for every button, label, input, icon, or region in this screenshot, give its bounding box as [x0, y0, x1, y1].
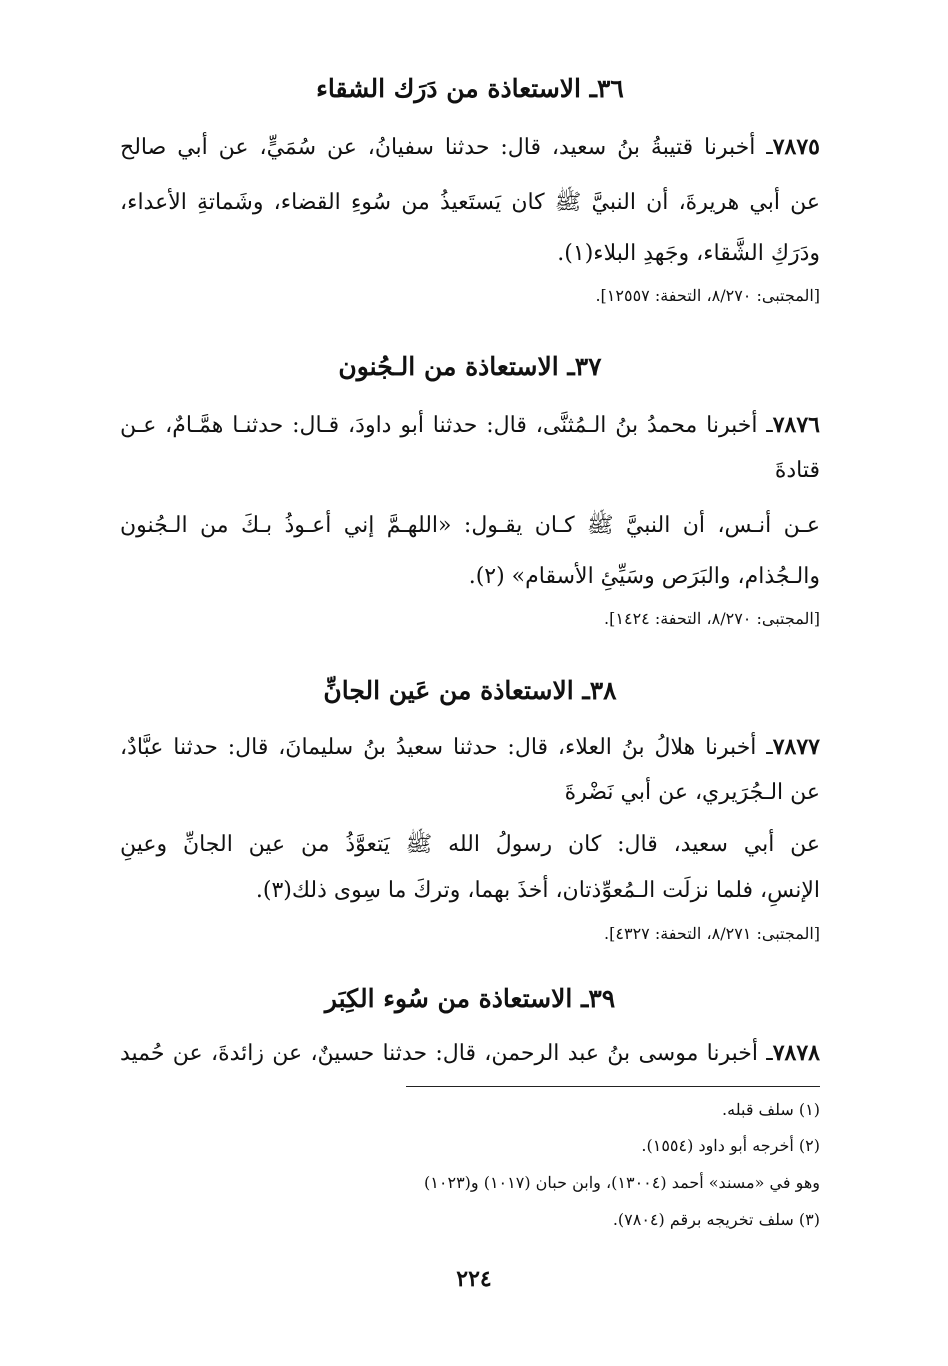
hadith-7875-line-2: عن أبي هريرةَ، أن النبيَّ ﷺ كان يَستَعيذُ من سُوءِ القضاء، وشَماتةِ الأعداء، [120, 190, 820, 215]
hadith-number: ٧٨٧٦ [772, 412, 820, 438]
hadith-number: ٧٨٧٥ [772, 134, 820, 160]
hadith-text: ـ أخبرنا محمدُ بنُ الـمُثنَّى، قال: حدثنا أبو داودَ، قـال: حدثنـا همَّـامٌ، عـن [120, 413, 773, 438]
hadith-text: ـ أخبرنا موسى بنُ عبد الرحمن، قال: حدثنا حسينٌ، عن زائدةَ، عن حُميد [120, 1041, 773, 1066]
hadith-7877-line-3: عن أبي سعيد، قال: كان رسولُ الله ﷺ يَتعوَّذُ من عين الجانِّ وعينِ [120, 832, 820, 857]
hadith-7877-line-2: عن الـجُرَيري، عن أبي نَضْرةَ [564, 780, 820, 805]
section-heading-37: ٣٧ـ الاستعاذة من الـجُنون [338, 352, 602, 381]
section-heading-38: ٣٨ـ الاستعاذة من عَين الجانِّ [323, 676, 617, 705]
hadith-text: ـ أخبرنا قتيبةُ بنُ سعيد، قال: حدثنا سفيانُ، عن سُمَيٍّ، عن أبي صالح [120, 135, 773, 160]
footnote-2: (٢) أخرجه أبو داود (١٥٥٤). [641, 1136, 820, 1155]
source-reference: [المجتبى: ٨/٢٧٠، التحفة: ١٢٥٥٧]. [595, 286, 820, 305]
footnote-divider [406, 1086, 820, 1087]
footnote-1: (١) سلف قبله. [722, 1100, 820, 1119]
source-reference: [المجتبى: ٨/٢٧٠، التحفة: ١٤٢٤]. [604, 609, 820, 628]
page-number: ٢٢٤ [456, 1266, 492, 1292]
hadith-7878-line-1 [120, 1040, 820, 1066]
source-reference: [المجتبى: ٨/٢٧١، التحفة: ٤٣٢٧]. [604, 924, 820, 943]
hadith-7876-line-3: عـن أنـس، أن النبيَّ ﷺ كـان يقـول: «اللهـمَّ إني أعـوذُ بـكَ من الـجُنون [120, 513, 820, 538]
hadith-text: ـ أخبرنا هلالُ بنُ العلاء، قال: حدثنا سعيدُ بنُ سليمانَ، قال: حدثنا عبَّادٌ، [120, 735, 773, 760]
section-heading-36: ٣٦ـ الاستعاذة من دَرَك الشقاء [316, 74, 624, 103]
section-heading-39: ٣٩ـ الاستعاذة من سُوء الكِبَر [324, 984, 616, 1013]
hadith-7876-line-4: والـجُذام، والبَرَص وسَيِّئِ الأسقام» (٢). [468, 564, 820, 589]
hadith-7876-line-1 [120, 412, 820, 438]
hadith-7877-line-4: الإنسِ، فلما نزلَت الـمُعوِّذتان، أخذَ بهما، وتركَ ما سِوى ذلك(٣). [255, 878, 820, 903]
hadith-7875-line-1 [120, 134, 820, 160]
hadith-7876-line-2: قتادةَ [774, 458, 820, 483]
hadith-7877-line-1 [120, 734, 820, 760]
hadith-7875-line-3: ودَرَكِ الشَّقاء، وجَهدِ البلاء(١). [557, 241, 820, 266]
footnote-3: (٣) سلف تخريجه برقم (٧٨٠٤). [612, 1210, 820, 1229]
hadith-number: ٧٨٧٨ [772, 1040, 820, 1066]
footnote-2-continued: وهو في «مسند» أحمد (١٣٠٠٤)، وابن حبان (١٠١٧) و(١٠٢٣) [424, 1173, 820, 1192]
hadith-number: ٧٨٧٧ [772, 734, 820, 760]
